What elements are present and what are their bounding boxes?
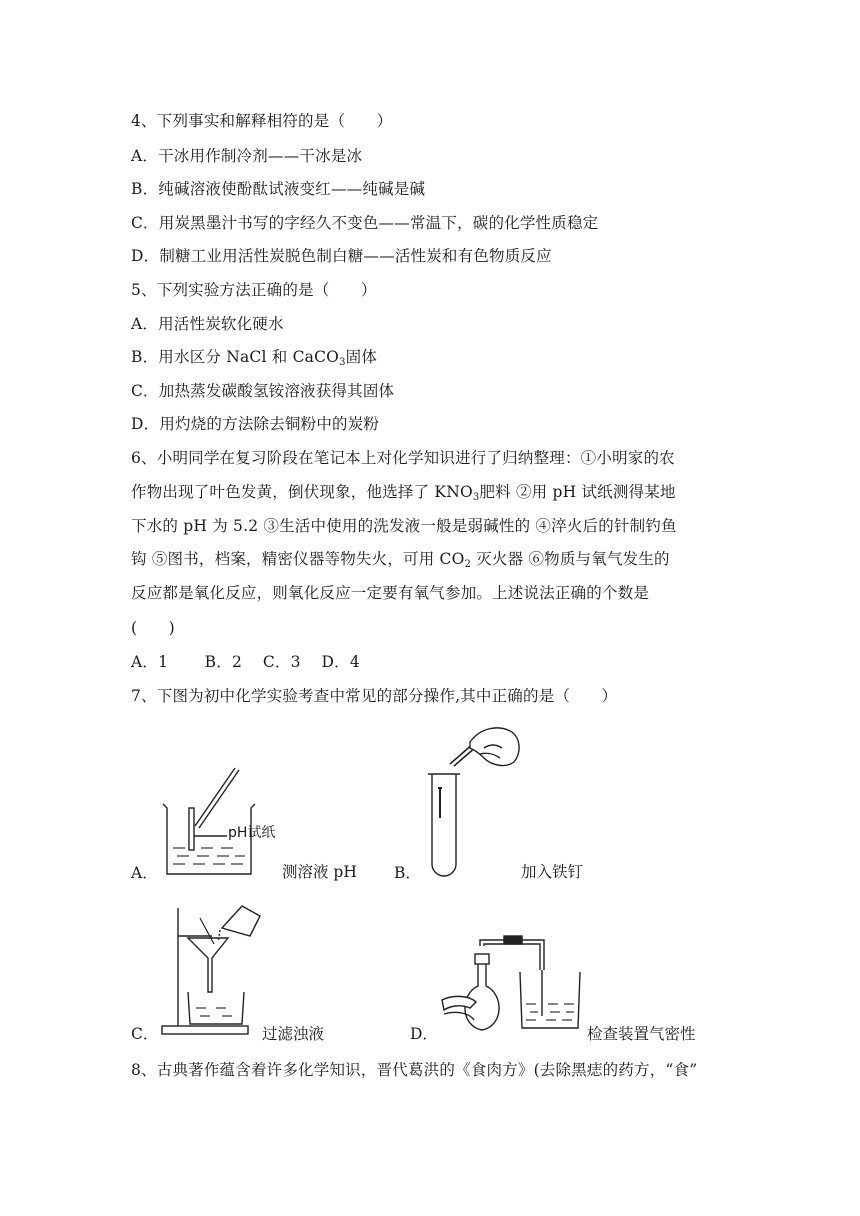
- q5-option-b-text: B．用水区分 NaCl 和 CaCO: [131, 348, 340, 366]
- q5-option-a: A．用活性炭软化硬水: [131, 315, 284, 333]
- q6-line-4-text: 钩 ⑤图书，档案，精密仪器等物失火，可用 CO: [131, 550, 465, 568]
- figure-d-airtight-check: [440, 930, 590, 1042]
- q5-option-b: [131, 347, 377, 367]
- q6-line-2-text: 作物出现了叶色发黄，倒伏现象，他选择了 KNO: [131, 483, 473, 501]
- q4-option-d: D．制糖工业用活性炭脱色制白糖——活性炭和有色物质反应: [131, 247, 552, 265]
- q6-line-6: ( ): [131, 619, 175, 637]
- q7-caption-b: 加入铁钉: [521, 863, 584, 881]
- q8-line-1: 8、古典著作蕴含着许多化学知识，晋代葛洪的《食肉方》(去除黑痣的药方，“食”: [131, 1061, 698, 1079]
- q7-caption-d: 检查装置气密性: [587, 1025, 696, 1043]
- q4-option-c: C．用炭黑墨汁书写的字经久不变色——常温下，碳的化学性质稳定: [131, 214, 599, 232]
- ph-paper-label: pH试纸: [228, 825, 276, 841]
- subscript: 2: [464, 559, 472, 570]
- q7-label-c: C．: [131, 1025, 159, 1043]
- q6-line-2-tail: 肥料 ②用 pH 试纸测得某地: [479, 483, 676, 501]
- q5-option-d: D．用灼烧的方法除去铜粉中的炭粉: [131, 415, 380, 433]
- q6-line-4-tail: 灭火器 ⑥物质与氧气发生的: [471, 550, 670, 568]
- q6-line-4: [131, 549, 670, 569]
- q4-option-a: A．干冰用作制冷剂——干冰是冰: [131, 147, 363, 165]
- q6-line-3: 下水的 pH 为 5.2 ③生活中使用的洗发液一般是弱碱性的 ④淬火后的针制钓鱼: [131, 517, 677, 535]
- q4-stem: 4、下列事实和解释相符的是（ ）: [131, 112, 393, 130]
- q5-option-c: C．加热蒸发碳酸氢铵溶液获得其固体: [131, 382, 395, 400]
- q6-line-2: [131, 482, 676, 502]
- subscript: 3: [339, 357, 346, 368]
- q6-line-5: 反应都是氧化反应，则氧化反应一定要有氧气参加。上述说法正确的个数是: [131, 584, 650, 602]
- q5-option-b-tail: 固体: [345, 348, 378, 366]
- q4-option-b: B．纯碱溶液使酚酞试液变红——纯碱是碱: [131, 180, 426, 198]
- q7-label-d: D．: [410, 1025, 438, 1043]
- subscript: 3: [472, 492, 480, 503]
- q7-label-b: B．: [394, 864, 421, 882]
- figure-c-filtration: [160, 898, 270, 1038]
- q7-label-a: A．: [131, 864, 158, 882]
- q6-options: A．1 B．2 C．3 D．4: [131, 653, 360, 671]
- q7-stem: 7、下图为初中化学实验考查中常见的部分操作,其中正确的是（ ）: [131, 687, 618, 705]
- q7-caption-c: 过滤浊液: [262, 1025, 325, 1043]
- q5-stem: 5、下列实验方法正确的是（ ）: [131, 281, 377, 299]
- q6-line-1: 6、小明同学在复习阶段在笔记本上对化学知识进行了归纳整理：①小明家的农: [131, 449, 675, 467]
- q7-caption-a: 测溶液 pH: [282, 863, 357, 881]
- figure-b-add-nail: [420, 722, 530, 882]
